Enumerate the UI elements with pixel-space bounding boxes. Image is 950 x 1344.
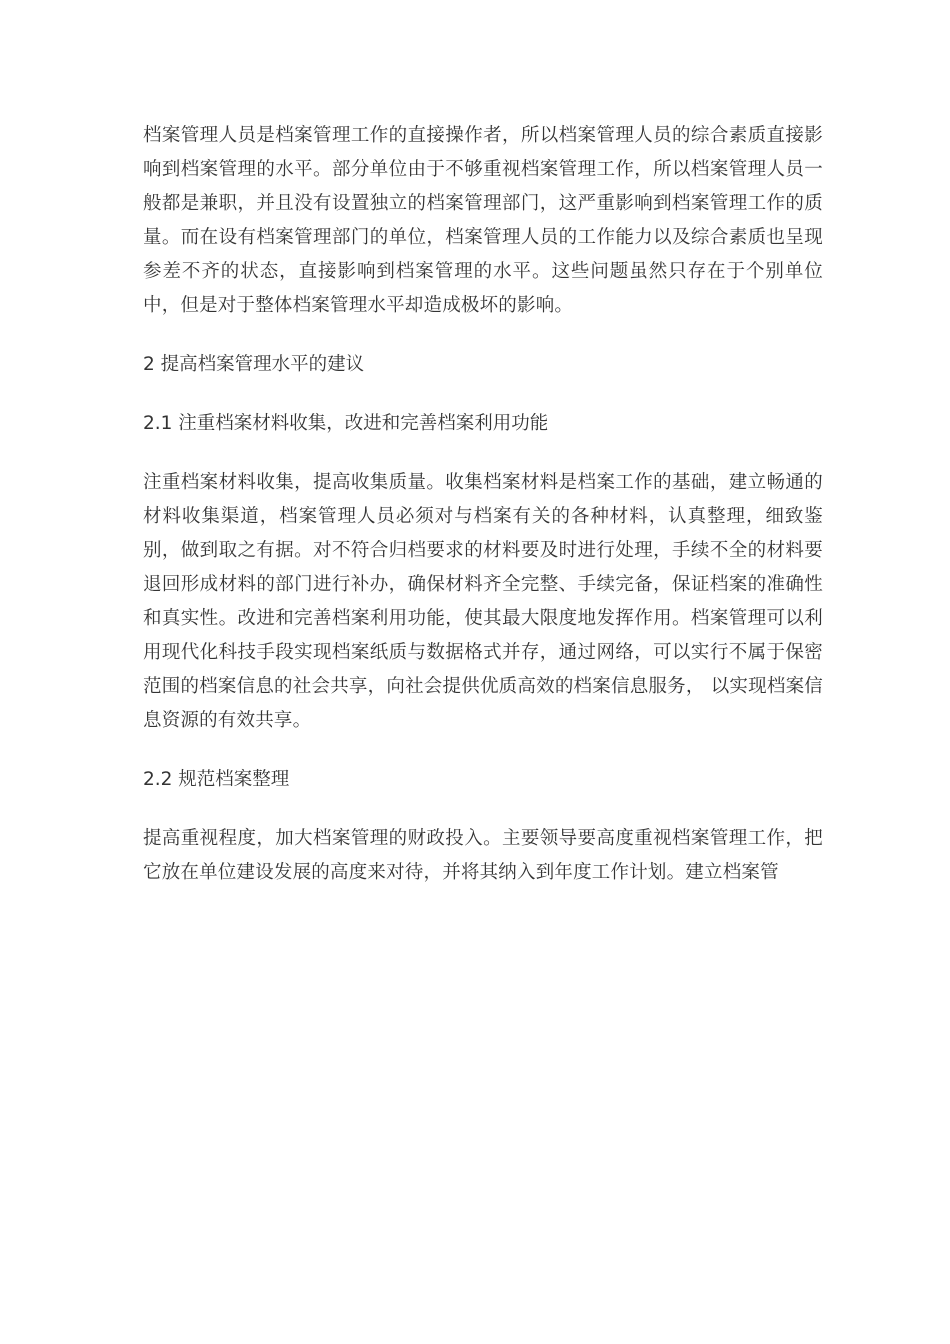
paragraph-staff-quality: 档案管理人员是档案管理工作的直接操作者，所以档案管理人员的综合素质直接影响到档案管理的水平。部分单位由于不够重视档案管理工作，所以档案管理人员一般都是兼职，并且没有设置独立的档案管理部门，这严重影响到档案管理工作的质量。而在设有档案管理部门的单位，档案管理人员的工作能力以及综合素质也呈现参差不齐的状态，直接影响到档案管理的水平。这些问题虽然只存在于个别单位中，但是对于整体档案管理水平却造成极坏的影响。 (143, 125, 823, 316)
paragraph-material-collection: 注重档案材料收集，提高收集质量。收集档案材料是档案工作的基础，建立畅通的材料收集渠道，档案管理人员必须对与档案有关的各种材料，认真整理，细致鉴别，做到取之有据。对不符合归档要求的材料要及时进行处理，手续不全的材料要退回形成材料的部门进行补办，确保材料齐全完整、手续完备，保证档案的准确性和真实性。改进和完善档案利用功能，使其最大限度地发挥作用。档案管理可以利用现代化科技手段实现档案纸质与数据格式并存，通过网络，可以实行不属于保密范围的档案信息的社会共享，向社会提供优质高效的档案信息服务， 以实现档案信息资源的有效共享。 (143, 472, 823, 731)
section-heading-2-1: 2.1 注重档案材料收集，改进和完善档案利用功能 (143, 413, 549, 434)
document-body (143, 119, 823, 890)
section-heading-2: 2 提高档案管理水平的建议 (143, 354, 365, 375)
spacer (143, 323, 823, 348)
paragraph-funding: 提高重视程度，加大档案管理的财政投入。主要领导要高度重视档案管理工作，把它放在单位建设发展的高度来对待，并将其纳入到年度工作计划。建立档案管 (143, 828, 823, 883)
spacer (143, 382, 823, 407)
spacer (143, 797, 823, 822)
section-heading-2-2: 2.2 规范档案整理 (143, 769, 290, 790)
spacer (143, 738, 823, 763)
spacer (143, 441, 823, 466)
